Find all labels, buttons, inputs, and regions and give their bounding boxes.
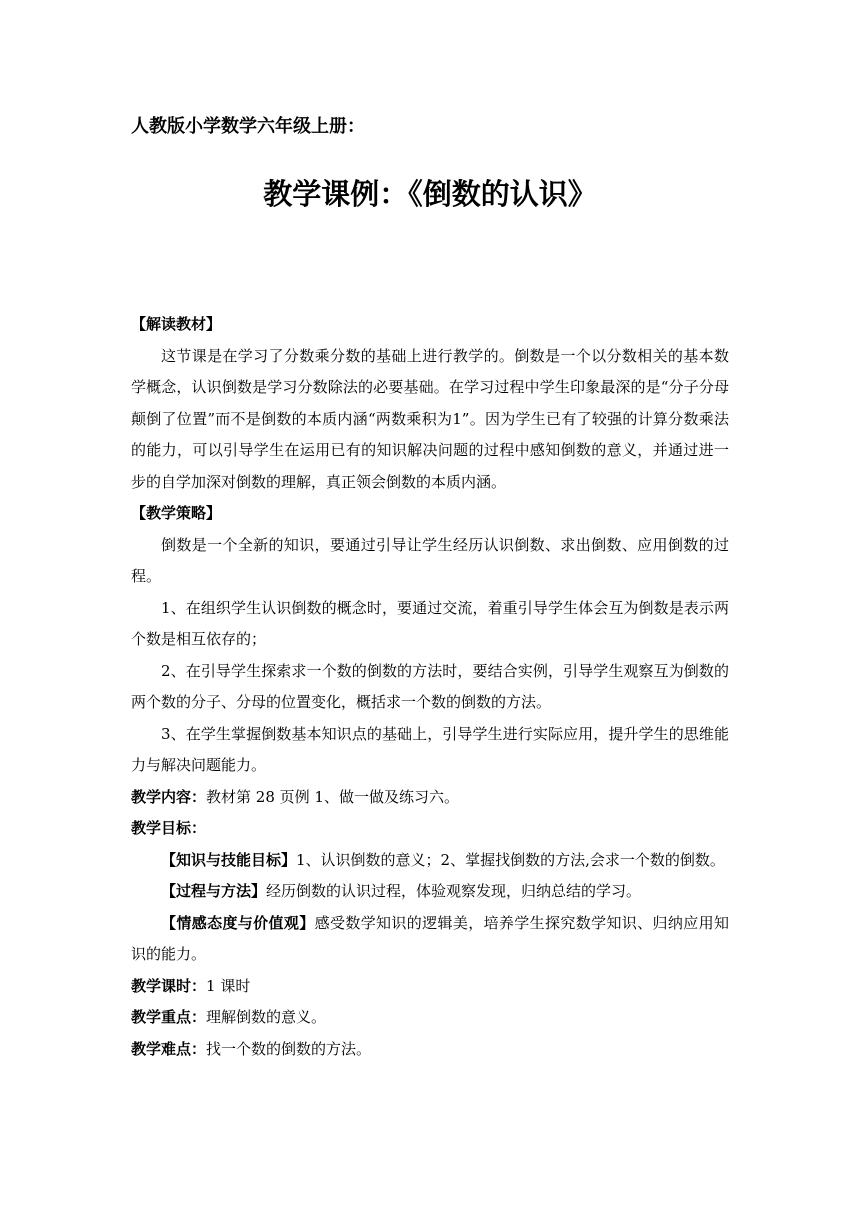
- teaching-content-text: 教材第 28 页例 1、做一做及练习六。: [206, 787, 459, 806]
- teaching-difficulty-text: 找一个数的倒数的方法。: [206, 1039, 372, 1058]
- goal-process: [131, 876, 729, 908]
- goal-knowledge: [131, 845, 729, 877]
- teaching-difficulty-label: 教学难点：: [131, 1039, 207, 1058]
- goal-knowledge-label: 【知识与技能目标】: [161, 850, 297, 869]
- teaching-key-point-label: 教学重点：: [131, 1008, 207, 1026]
- goal-knowledge-text: 1、认识倒数的意义；2、掌握找倒数的方法,会求一个数的倒数。: [296, 850, 725, 869]
- section-heading-strategy: 【教学策略】: [131, 504, 222, 522]
- teaching-content-label: 教学内容：: [131, 787, 207, 806]
- teaching-hours-text: 1 课时: [206, 976, 251, 995]
- teaching-key-point: [131, 1002, 729, 1034]
- document-title: 教学课例：《倒数的认识》: [263, 177, 597, 211]
- goal-process-label: 【过程与方法】: [161, 882, 267, 900]
- section-heading-textbook: 【解读教材】: [131, 315, 222, 333]
- document-body: [131, 309, 729, 1065]
- strategy-item-2: 2、在引导学生探索求一个数的倒数的方法时，要结合实例，引导学生观察互为倒数的两个数的分子、分母的位置变化，概括求一个数的倒数的方法。: [131, 661, 729, 711]
- goal-emotion-label: 【情感态度与价值观】: [161, 913, 315, 932]
- teaching-goals-label: 教学目标：: [131, 819, 207, 837]
- teaching-key-point-text: 理解倒数的意义。: [206, 1008, 327, 1026]
- teaching-difficulty: [131, 1034, 729, 1066]
- teaching-hours: [131, 971, 729, 1003]
- goal-emotion-text: 感受数学知识的逻辑美，培养学生探究数学知识、归纳应用知识的能力。: [131, 913, 729, 963]
- goal-emotion: [131, 908, 729, 971]
- teaching-content: [131, 782, 729, 814]
- textbook-paragraph: 这节课是在学习了分数乘分数的基础上进行教学的。倒数是一个以分数相关的基本数学概念，认识倒数是学习分数除法的必要基础。在学习过程中学生印象最深的是“分子分母颠倒了位置”而不是倒数的本质内涵“两数乘积为1”。因为学生已有了较强的计算分数乘法的能力，可以引导学生在运用已有的知识解决问题的过程中感知倒数的意义，并通过进一步的自学加深对倒数的理解，真正领会倒数的本质内涵。: [131, 346, 729, 491]
- document-subtitle: 人教版小学数学六年级上册：: [131, 116, 365, 137]
- strategy-item-3: 3、在学生掌握倒数基本知识点的基础上，引导学生进行实际应用，提升学生的思维能力与解决问题能力。: [131, 724, 729, 774]
- teaching-hours-label: 教学课时：: [131, 976, 207, 995]
- strategy-intro: 倒数是一个全新的知识，要通过引导让学生经历认识倒数、求出倒数、应用倒数的过程。: [131, 535, 729, 585]
- strategy-item-1: 1、在组织学生认识倒数的概念时，要通过交流，着重引导学生体会互为倒数是表示两个数是相互依存的；: [131, 598, 729, 648]
- goal-process-text: 经历倒数的认识过程，体验观察发现，归纳总结的学习。: [266, 882, 642, 900]
